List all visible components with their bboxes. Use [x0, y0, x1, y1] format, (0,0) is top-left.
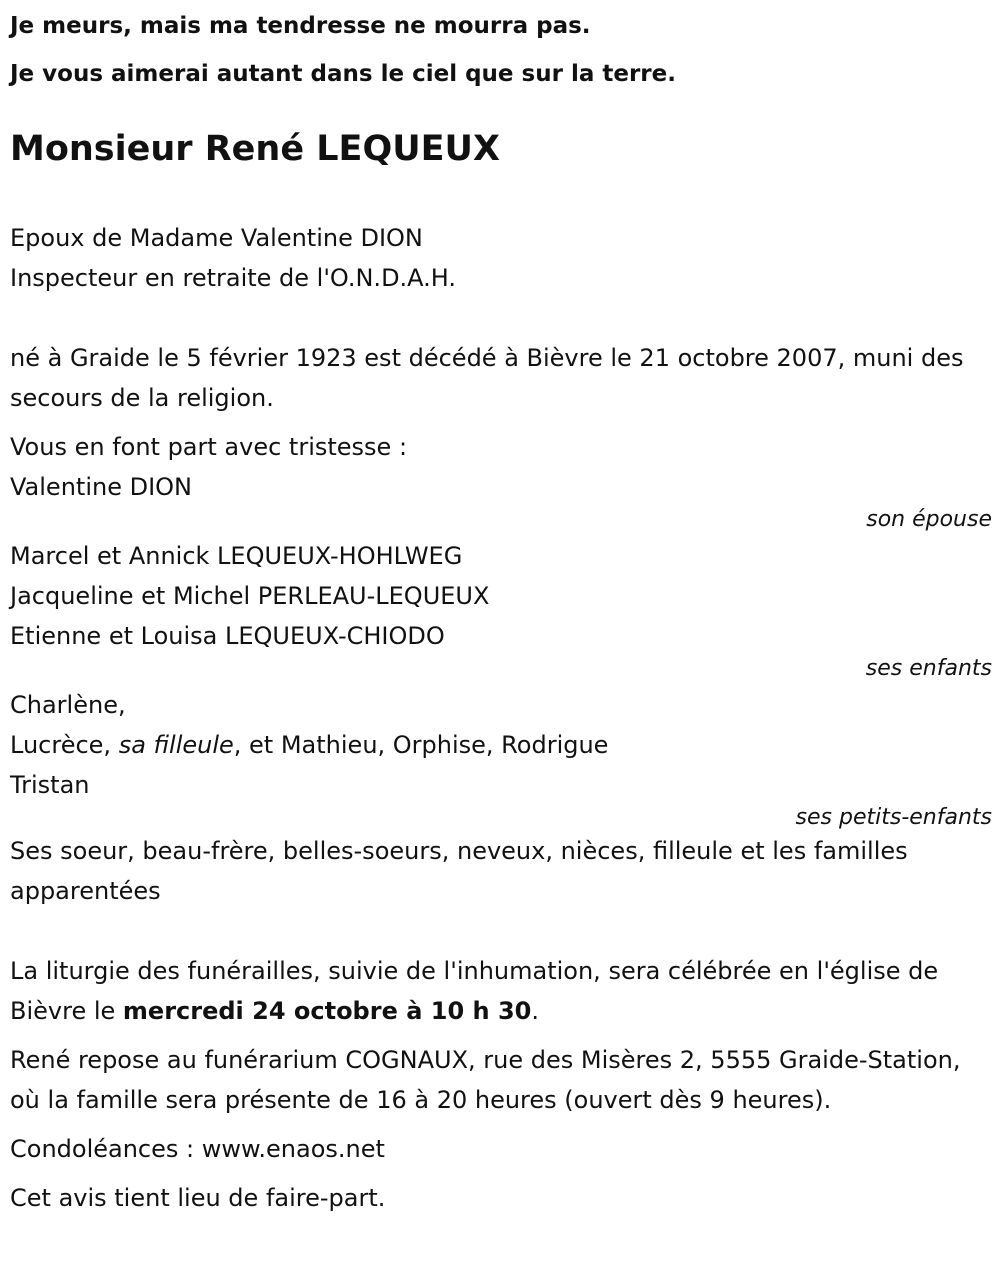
grandchildren-relation: ses petits-enfants — [795, 805, 992, 830]
child-name: Etienne et Louisa LEQUEUX-CHIODO — [10, 622, 445, 650]
condolences-text: Condoléances : www.enaos.net — [10, 1135, 385, 1163]
funerarium-text: René repose au funérarium COGNAUX, rue des Misères 2, 5555 Graide-Station, où la famille sera présente de 16 à 20 heures (ouvert dès 9 heures). — [10, 1046, 961, 1114]
children-relation: ses enfants — [865, 656, 992, 681]
obituary-notice — [10, 0, 992, 1218]
grandchildren-text: Lucrèce, — [10, 731, 119, 759]
liturgy-intro: La liturgie des funérailles, suivie de l'inhumation, sera célébrée en l'église de Bièvre le — [10, 957, 939, 1025]
notice-text: Cet avis tient lieu de faire-part. — [10, 1184, 386, 1212]
grandchildren-text: , et Mathieu, Orphise, Rodrigue — [233, 731, 609, 759]
grandchildren-line-1: Charlène, — [10, 691, 126, 719]
spouse-name: Valentine DION — [10, 473, 192, 501]
birth-death-text: né à Graide le 5 février 1923 est décédé à Bièvre le 21 octobre 2007, muni des secours de la religion. — [10, 344, 964, 412]
announcers-intro: Vous en font part avec tristesse : — [10, 433, 408, 461]
title-line: Inspecteur en retraite de l'O.N.D.A.H. — [10, 264, 457, 292]
spouse-group — [10, 467, 992, 533]
liturgy-end: . — [531, 997, 539, 1025]
deceased-name: Monsieur René LEQUEUX — [10, 129, 500, 169]
quote-line-1: Je meurs, mais ma tendresse ne mourra pas. — [10, 13, 591, 39]
grandchildren-line-2 — [10, 725, 992, 765]
spouse-relation: son épouse — [866, 507, 992, 532]
child-name: Marcel et Annick LEQUEUX-HOHLWEG — [10, 542, 463, 570]
goddaughter-note: sa filleule — [118, 731, 234, 759]
grandchildren-line-3: Tristan — [10, 771, 90, 799]
deceased-details — [10, 218, 992, 298]
children-group — [10, 536, 992, 682]
spouse-line: Epoux de Madame Valentine DION — [10, 224, 423, 252]
extended-family: Ses soeur, beau-frère, belles-soeurs, neveux, nièces, filleule et les familles apparentées — [10, 837, 908, 905]
grandchildren-group — [10, 685, 992, 831]
quote-line-2: Je vous aimerai autant dans le ciel que sur la terre. — [10, 61, 676, 87]
child-name: Jacqueline et Michel PERLEAU-LEQUEUX — [10, 582, 490, 610]
liturgy-date: mercredi 24 octobre à 10 h 30 — [122, 997, 532, 1025]
liturgy-text — [10, 951, 992, 1031]
